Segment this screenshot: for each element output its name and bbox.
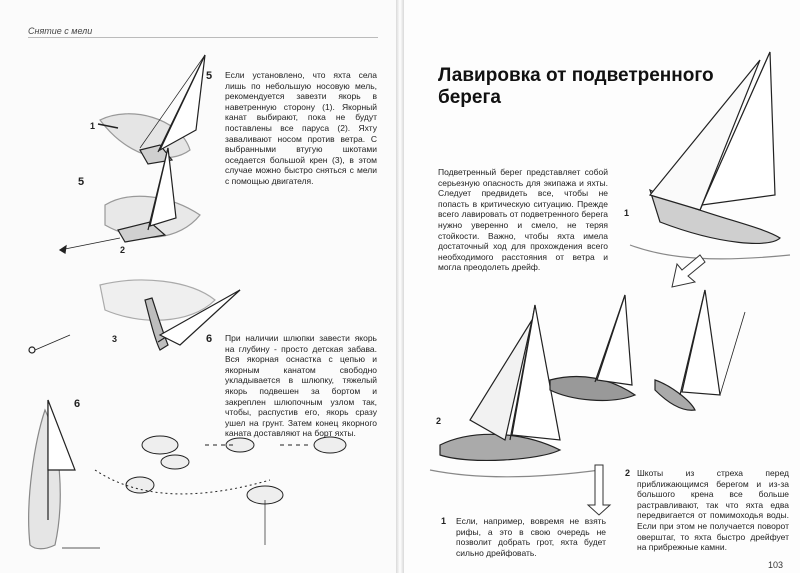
figure-label-3: 3 bbox=[112, 334, 118, 344]
paragraph-6-number: 6 bbox=[206, 333, 213, 345]
running-head: Снятие с мели bbox=[28, 26, 93, 36]
sailboat-illustration-right-1 bbox=[630, 52, 790, 285]
caption-2-text: Шкоты из стреха перед приближающимся берегом и из-за большого крена все больше растравливают, так что яхта едва передвигается от помимоходья воды. Если при этом не получается поворот оверштаг, то яхта быстро дрейфует на прибрежные камни. bbox=[637, 468, 789, 553]
caption-1-number: 1 bbox=[441, 516, 447, 526]
figure-label-1: 1 bbox=[90, 121, 96, 131]
paragraph-5-number: 5 bbox=[206, 70, 213, 82]
figure-label-2: 2 bbox=[120, 245, 126, 255]
caption-1-text: Если, например, вовремя не взять рифы, а это в свою очередь не позволит добрать грот, яхта будет сильно дрейфовать. bbox=[456, 516, 606, 558]
intro-text: Подветренный берег представляет собой серьезную опасность для экипажа и яхты. Следует предвидеть все, чтобы не попасть в критическую ситуацию. Прежде всего лавировать от подветренного берега нужно уверенно и смело, не теряя стойкости. Важно, чтобы яхта имела достаточный ход для прохождения всего необходимого расстояния от ветра и могла преодолеть дрейф. bbox=[438, 167, 608, 273]
paragraph-6-text: При наличии шлюпки завести якорь на глубину - просто детская забава. Вся якорная оснастка с цепью и якорным канатом свободно укладывается в шлюпку, тяжелый якорь подвешен за бортом и закреплен шлюпочным узлом так, чтобы, распустив его, якорь сразу ушел на грунт. Затем конец якорного каната доставляют на борт яхты. bbox=[225, 333, 377, 439]
caption-2-number: 2 bbox=[625, 468, 631, 478]
sailboat-illustration-right-4 bbox=[655, 290, 745, 410]
paragraph-5-text: Если установлено, что яхта села лишь по небольшую носовую мель, рекомендуется завезти якорь в наветренную сторону (1). Якорный канат выбирают, пока не будут поставлены все паруса (2). Яхту заваливают носом против ветра. С выбранными втугую шкотами оседается большой крен (3), в этом случае можно быстро сняться с мели с помощью двигателя. bbox=[225, 70, 377, 186]
right-figure-label-1: 1 bbox=[624, 208, 630, 218]
section-title: Лавировка от подветренного берега bbox=[438, 65, 714, 108]
sailboat-illustration-right-3 bbox=[550, 295, 635, 400]
right-figure-label-2: 2 bbox=[436, 416, 442, 426]
page-number: 103 bbox=[768, 560, 784, 570]
figure-label-5: 5 bbox=[78, 176, 85, 188]
figure-label-6: 6 bbox=[74, 398, 81, 410]
